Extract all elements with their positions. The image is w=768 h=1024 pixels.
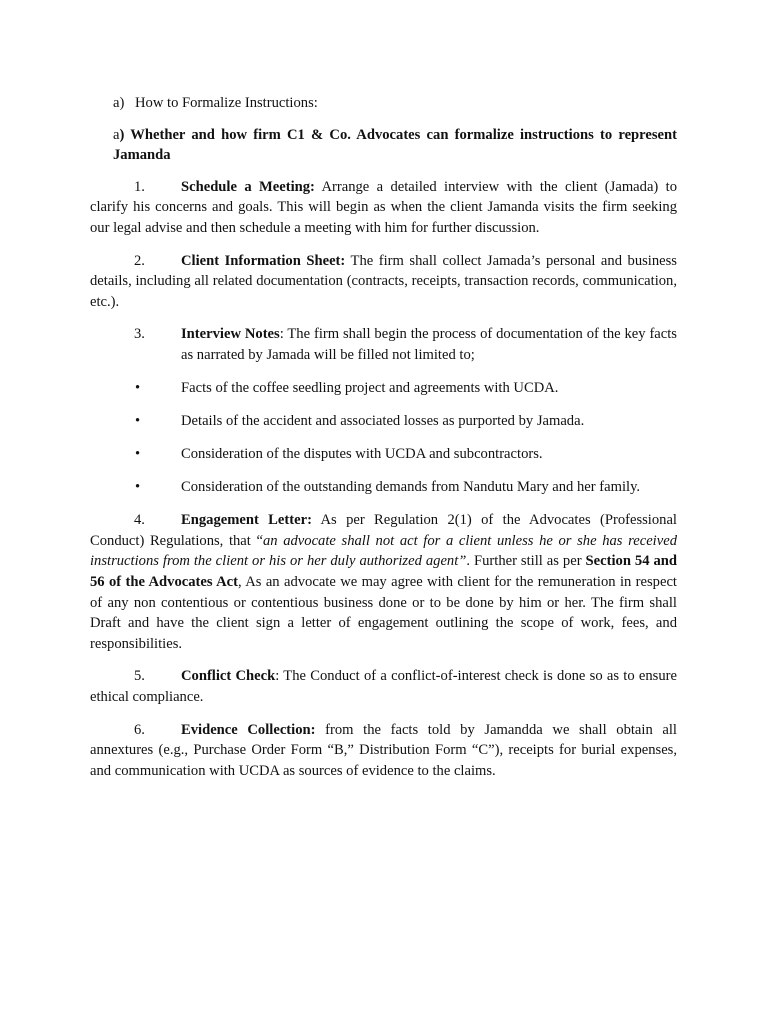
item-engagement-letter (90, 510, 677, 654)
bullet-icon: • (135, 445, 141, 462)
document-body (90, 93, 677, 793)
item-number: 6. (134, 721, 145, 738)
list-item (90, 378, 677, 399)
item-number: 5. (134, 668, 145, 685)
section-heading (113, 93, 677, 114)
item-title: Engagement Letter: (181, 512, 312, 529)
item-number: 2. (134, 252, 145, 269)
item-text: from the facts told by Jamandda we shall obtain all annextures (e.g., Purchase Order Form “B,” Distribution Form “C”), receipts for burial expenses, and communication with UCDA as sources of evidence to the claims. (90, 721, 677, 779)
item-number: 1. (134, 178, 145, 195)
bullet-icon: • (135, 479, 141, 496)
item-text: Arrange a detailed interview with the client (Jamada) to clarify his concerns and goals. This will begin as when the client Jamanda visits the firm seeking our legal advise and then schedule a meeting with him for further discussion. (90, 178, 677, 236)
item-text: , As an advocate we may agree with client for the remuneration in respect of any non contentious or contentious business done or to be done by him or her. The firm shall Draft and have the client sign a letter of engagement outlining the scope of work, fees, and responsibilities. (90, 574, 677, 652)
item-text: : The firm shall begin the process of documentation of the key facts as narrated by Jamada will be filled not limited to; (181, 326, 677, 363)
section-title: How to Formalize Instructions: (135, 95, 318, 111)
item-client-information-sheet (90, 251, 677, 313)
bullet-icon: • (135, 412, 141, 429)
item-title: Schedule a Meeting: (181, 178, 315, 195)
item-interview-notes (90, 324, 677, 365)
item-text: As per Regulation 2(1) of the Advocates (Professional Conduct) Regulations, that “ (90, 512, 677, 549)
list-item (90, 411, 677, 432)
regulation-quote: an advocate shall not act for a client unless he or she has received instructions from the client or his or her duly authorized agent” (90, 532, 677, 570)
bullet-text: Details of the accident and associated losses as purported by Jamada. (181, 412, 585, 429)
list-item (90, 477, 677, 498)
bullet-text: Facts of the coffee seedling project and agreements with UCDA. (181, 379, 559, 396)
bullet-text: Consideration of the outstanding demands from Nandutu Mary and her family. (181, 479, 641, 496)
question-heading (113, 125, 677, 166)
item-title: Conflict Check (181, 668, 276, 685)
item-schedule-meeting (90, 177, 677, 239)
item-title: Interview Notes (181, 326, 280, 343)
item-number: 3. (134, 326, 145, 343)
question-text: ) Whether and how firm C1 & Co. Advocates can formalize instructions to represent Jamanda (113, 126, 677, 164)
item-text: : The Conduct of a conflict-of-interest check is done so as to ensure ethical compliance. (90, 668, 677, 706)
question-label: a (113, 126, 120, 143)
item-number: 4. (134, 512, 145, 529)
item-title: Evidence Collection: (181, 721, 316, 738)
item-text: . Further still as per (466, 553, 586, 570)
item-text: The firm shall collect Jamada’s personal and business details, including all related documentation (contracts, receipts, transaction records, communication, etc.). (90, 252, 677, 310)
bullet-text: Consideration of the disputes with UCDA and subcontractors. (181, 445, 543, 462)
section-reference: Section 54 and 56 of the Advocates Act (90, 553, 677, 591)
list-item (90, 444, 677, 465)
item-title: Client Information Sheet: (181, 252, 346, 269)
item-evidence-collection (90, 720, 677, 782)
bullet-icon: • (135, 379, 141, 396)
section-label: a) (113, 95, 125, 111)
item-conflict-check (90, 666, 677, 707)
